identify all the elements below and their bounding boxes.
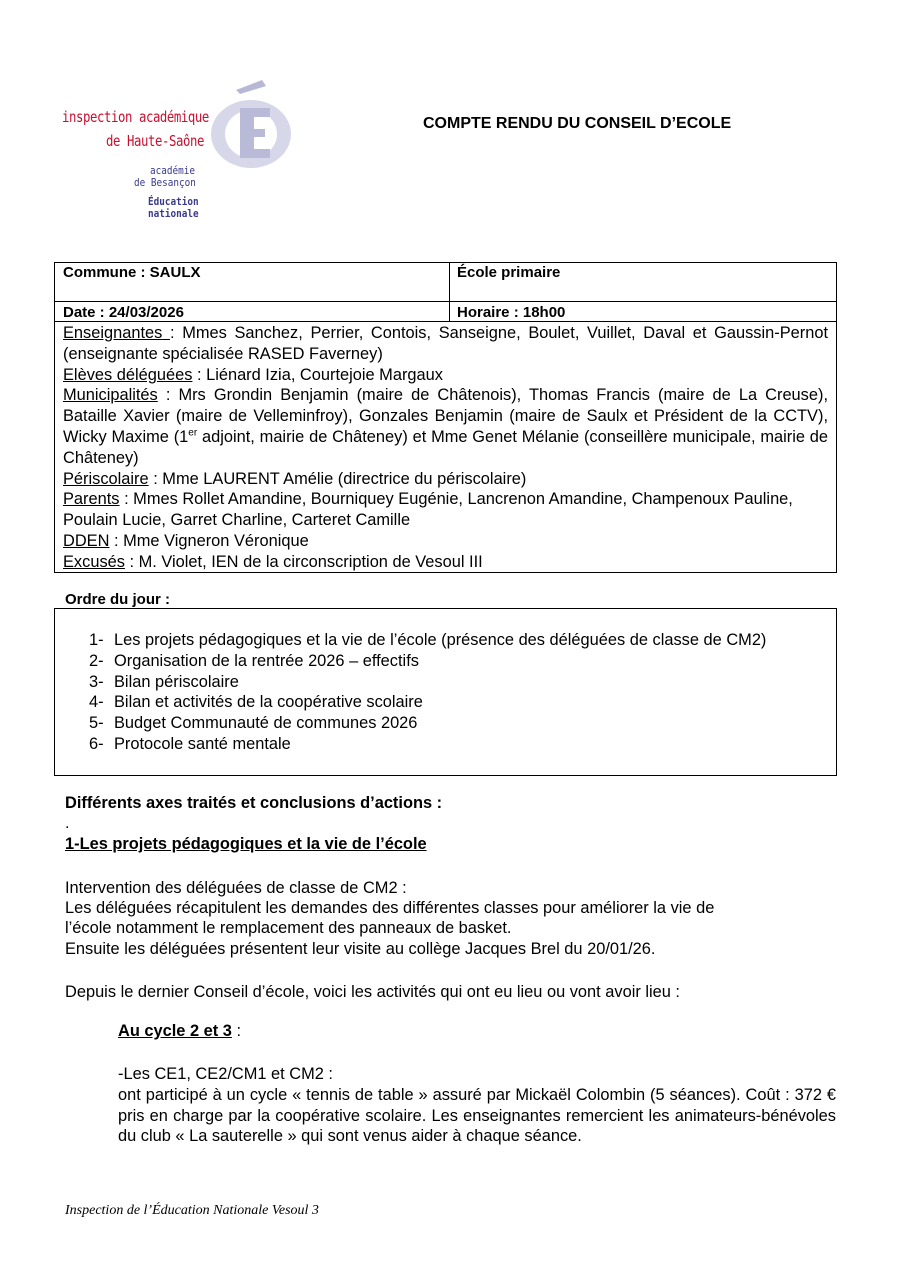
intervention-line-1: Intervention des déléguées de classe de CM2 : [65,879,407,897]
agenda-item-number: 6- [89,734,104,753]
logo-text-line6: nationale [148,207,199,220]
academy-logo [60,78,250,228]
group-text: adjoint, mairie de Châteney) et Mme Genet Mélanie (conseillère municipale, mairie de Châteney) [63,427,828,467]
horaire-cell: Horaire : 18h00 [457,304,566,321]
stray-dot: . [65,815,70,832]
cycle-heading [118,1022,241,1041]
agenda-item-text: Les projets pédagogiques et la vie de l’école (présence des déléguées de classe de CM2) [114,631,767,649]
ce-text: ont participé à un cycle « tennis de table » assuré par Mickaël Colombin (5 séances). Coût : 372 € pris en charge par la coopérative scolaire. Les enseignantes remercient les animateurs-bénévoles du club « La sauterelle » qui sont venus aider à chaque séance. [118,1085,836,1146]
attendees-list [63,323,828,573]
table-divider [55,301,836,302]
intervention-line-3: l’école notamment le remplacement des panneaux de basket. [65,919,512,937]
group-text: : Mmes Sanchez, Perrier, Contois, Sanseigne, Boulet, Vuillet, Daval et Gaussin-Pernot (enseignante spécialisée RASED Faverney) [63,324,829,363]
agenda-item-number: 2- [89,651,104,670]
agenda-label: Ordre du jour : [65,591,170,608]
agenda-item [89,630,809,651]
group-label: Parents [63,490,120,509]
agenda-list [89,630,809,755]
attendee-group-excuses [63,552,828,573]
agenda-item-text: Organisation de la rentrée 2026 – effectifs [114,651,419,670]
attendee-group-enseignantes [63,323,828,365]
group-label: Elèves déléguées [63,365,193,384]
cycle-heading-colon: : [231,1022,241,1040]
axes-heading: Différents axes traités et conclusions d’actions : [65,794,443,812]
agenda-item-number: 1- [89,631,104,649]
agenda-item-text: Protocole santé mentale [114,734,291,753]
agenda-item [89,713,809,734]
ce-intro: -Les CE1, CE2/CM1 et CM2 : [118,1065,333,1083]
date-cell: Date : 24/03/2026 [63,304,184,321]
logo-text-line4: de Besançon [134,176,196,189]
agenda-item-text: Bilan et activités de la coopérative scolaire [114,693,423,712]
agenda-item-number: 4- [89,693,104,712]
attendee-group-dden [63,531,828,552]
agenda-item [89,692,809,713]
logo-text-line5: Éducation [148,195,199,208]
group-text: : Mmes Rollet Amandine, Bourniquey Eugénie, Lancrenon Amandine, Champenoux Pauline, Poulain Lucie, Garret Charline, Carteret Camille [63,490,793,530]
group-label: Périscolaire [63,469,149,488]
ce-paragraph [118,1064,836,1147]
attendee-group-eleves [63,365,828,386]
logo-text-line2: de Haute-Saône [106,132,204,150]
logo-text-line3: académie [150,164,196,177]
agenda-item-number: 5- [89,714,104,733]
info-table [54,262,837,573]
group-text: : Mrs Grondin Benjamin (maire de Châtenois), Thomas Francis (maire de La Creuse), Bataille Xavier (maire de Velleminfroy), Gonzales Benjamin (maire de Saulx et Président de la CCTV), Wicky Maxime (1 [63,386,829,446]
agenda-item-number: 3- [89,672,104,691]
logo-text-line1: inspection académique [62,108,209,126]
attendee-group-municipalites [63,385,828,468]
intervention-line-2: Les déléguées récapitulent les demandes des différentes classes pour améliorer la vie de [65,899,715,917]
agenda-item [89,651,809,672]
group-text: : Mme LAURENT Amélie (directrice du périscolaire) [153,469,527,488]
agenda-item [89,672,809,693]
page-footer: Inspection de l’Éducation Nationale Vesoul 3 [65,1203,319,1218]
page-title: COMPTE RENDU DU CONSEIL D’ECOLE [423,115,732,132]
agenda-box [54,608,837,776]
education-e-logo-icon [196,80,306,168]
group-text: : Liénard Izia, Courtejoie Margaux [196,365,443,384]
section-1-heading: 1-Les projets pédagogiques et la vie de l’école [65,835,427,853]
group-text: : M. Violet, IEN de la circonscription de Vesoul III [129,552,483,571]
cycle-heading-text: Au cycle 2 et 3 [118,1022,232,1040]
attendee-group-parents [63,489,828,531]
agenda-item-text: Bilan périscolaire [114,672,239,691]
group-text: : Mme Vigneron Véronique [114,531,309,550]
intervention-line-4: Ensuite les déléguées présentent leur visite au collège Jacques Brel du 20/01/26. [65,940,656,958]
activities-intro: Depuis le dernier Conseil d’école, voici les activités qui ont eu lieu ou vont avoir lieu : [65,983,680,1001]
group-label: Excusés [63,552,125,571]
group-label: Enseignantes [63,324,163,342]
attendee-group-periscolaire [63,469,828,490]
ecole-cell: École primaire [457,264,561,281]
agenda-item-text: Budget Communauté de communes 2026 [114,714,418,733]
commune-cell: Commune : SAULX [63,264,201,281]
group-label: Municipalités [63,386,158,405]
agenda-item [89,734,809,755]
superscript: er [188,427,198,439]
group-label: DDEN [63,531,110,550]
